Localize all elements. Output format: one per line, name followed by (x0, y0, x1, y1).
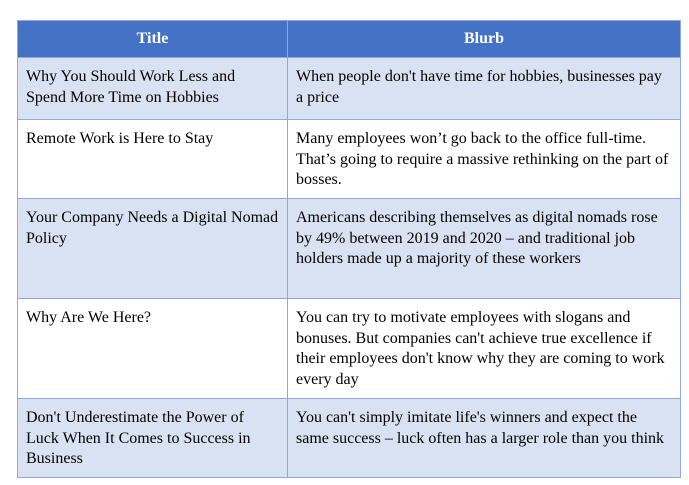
table-row (18, 58, 681, 120)
title-cell: Why Are We Here? (18, 299, 288, 399)
column-header-title: Title (18, 21, 288, 58)
blurb-cell: Americans describing themselves as digital nomads rose by 49% between 2019 and 2020 – and traditional job holders made up a majority of these workers (288, 199, 681, 299)
column-header-blurb: Blurb (288, 21, 681, 58)
title-cell: Why You Should Work Less and Spend More Time on Hobbies (18, 58, 288, 120)
title-cell: Don't Underestimate the Power of Luck When It Comes to Success in Business (18, 399, 288, 478)
blurb-cell: You can try to motivate employees with slogans and bonuses. But companies can't achieve true excellence if their employees don't know why they are coming to work every day (288, 299, 681, 399)
table-header-row (18, 21, 681, 58)
title-cell: Your Company Needs a Digital Nomad Policy (18, 199, 288, 299)
articles-table-container (17, 20, 680, 478)
table-row (18, 299, 681, 399)
blurb-cell: Many employees won’t go back to the office full-time. That’s going to require a massive rethinking on the part of bosses. (288, 120, 681, 199)
table-row (18, 399, 681, 478)
table-row (18, 120, 681, 199)
articles-table (17, 20, 681, 478)
blurb-cell: You can't simply imitate life's winners and expect the same success – luck often has a larger role than you think (288, 399, 681, 478)
blurb-cell: When people don't have time for hobbies, businesses pay a price (288, 58, 681, 120)
table-row (18, 199, 681, 299)
title-cell: Remote Work is Here to Stay (18, 120, 288, 199)
